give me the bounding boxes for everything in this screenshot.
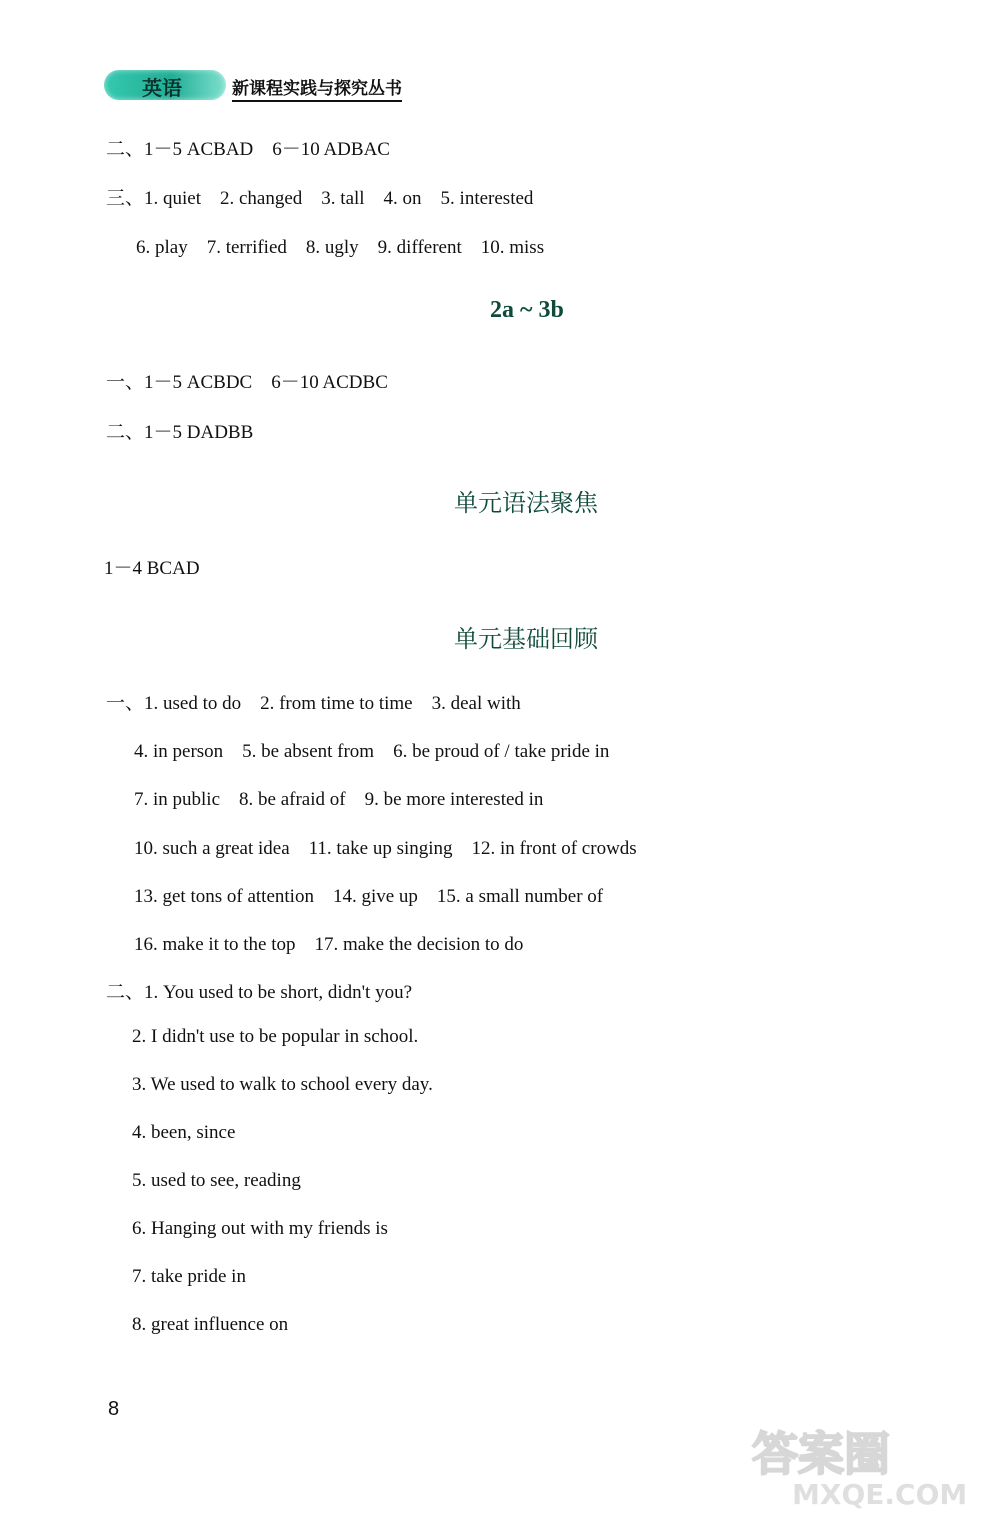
answer-line: 8. great influence on: [132, 1314, 289, 1335]
answer-line: 4. been, since: [132, 1122, 236, 1143]
answer-line: 一、1－5 ACBDC 6－10 ACDBC: [106, 372, 388, 393]
answer-line: 二、1－5 DADBB: [106, 422, 254, 443]
answer-line: 二、1－5 ACBAD 6－10 ADBAC: [106, 139, 390, 160]
running-header: [104, 68, 424, 102]
watermark-logo: [742, 1420, 992, 1510]
answer-line: 6. play 7. terrified 8. ugly 9. different 10. miss: [136, 237, 545, 258]
answer-line: 4. in person 5. be absent from 6. be proud of / take pride in: [134, 741, 610, 762]
answer-line: 三、1. quiet 2. changed 3. tall 4. on 5. interested: [106, 188, 534, 209]
answer-line: 10. such a great idea 11. take up singing 12. in front of crowds: [134, 838, 637, 859]
subject-label: 英语: [142, 76, 182, 100]
series-title: 新课程实践与探究丛书: [232, 74, 402, 102]
page-number: 8: [108, 1398, 120, 1420]
answer-line: 二、1. You used to be short, didn't you?: [106, 982, 413, 1003]
answer-line: 7. take pride in: [132, 1266, 246, 1287]
answer-line: 1－4 BCAD: [104, 558, 200, 579]
section-heading-grammar: 单元语法聚焦: [454, 489, 598, 517]
answer-line: 5. used to see, reading: [132, 1170, 301, 1191]
subject-badge: [104, 70, 226, 100]
watermark-url: MXQE.COM: [792, 1478, 968, 1510]
answer-line: 16. make it to the top 17. make the decision to do: [134, 934, 524, 955]
watermark-text: 答案圈: [752, 1427, 890, 1481]
answer-line: 13. get tons of attention 14. give up 15. a small number of: [134, 886, 604, 907]
section-heading-2a-3b: 2a ~ 3b: [490, 297, 564, 323]
watermark-icon: [742, 1420, 992, 1510]
answer-line: 3. We used to walk to school every day.: [132, 1074, 433, 1095]
section-heading-review: 单元基础回顾: [454, 625, 598, 653]
answer-line: 6. Hanging out with my friends is: [132, 1218, 388, 1239]
answer-line: 一、1. used to do 2. from time to time 3. deal with: [106, 693, 521, 714]
answer-line: 7. in public 8. be afraid of 9. be more interested in: [134, 789, 544, 810]
answer-line: 2. I didn't use to be popular in school.: [132, 1026, 419, 1047]
